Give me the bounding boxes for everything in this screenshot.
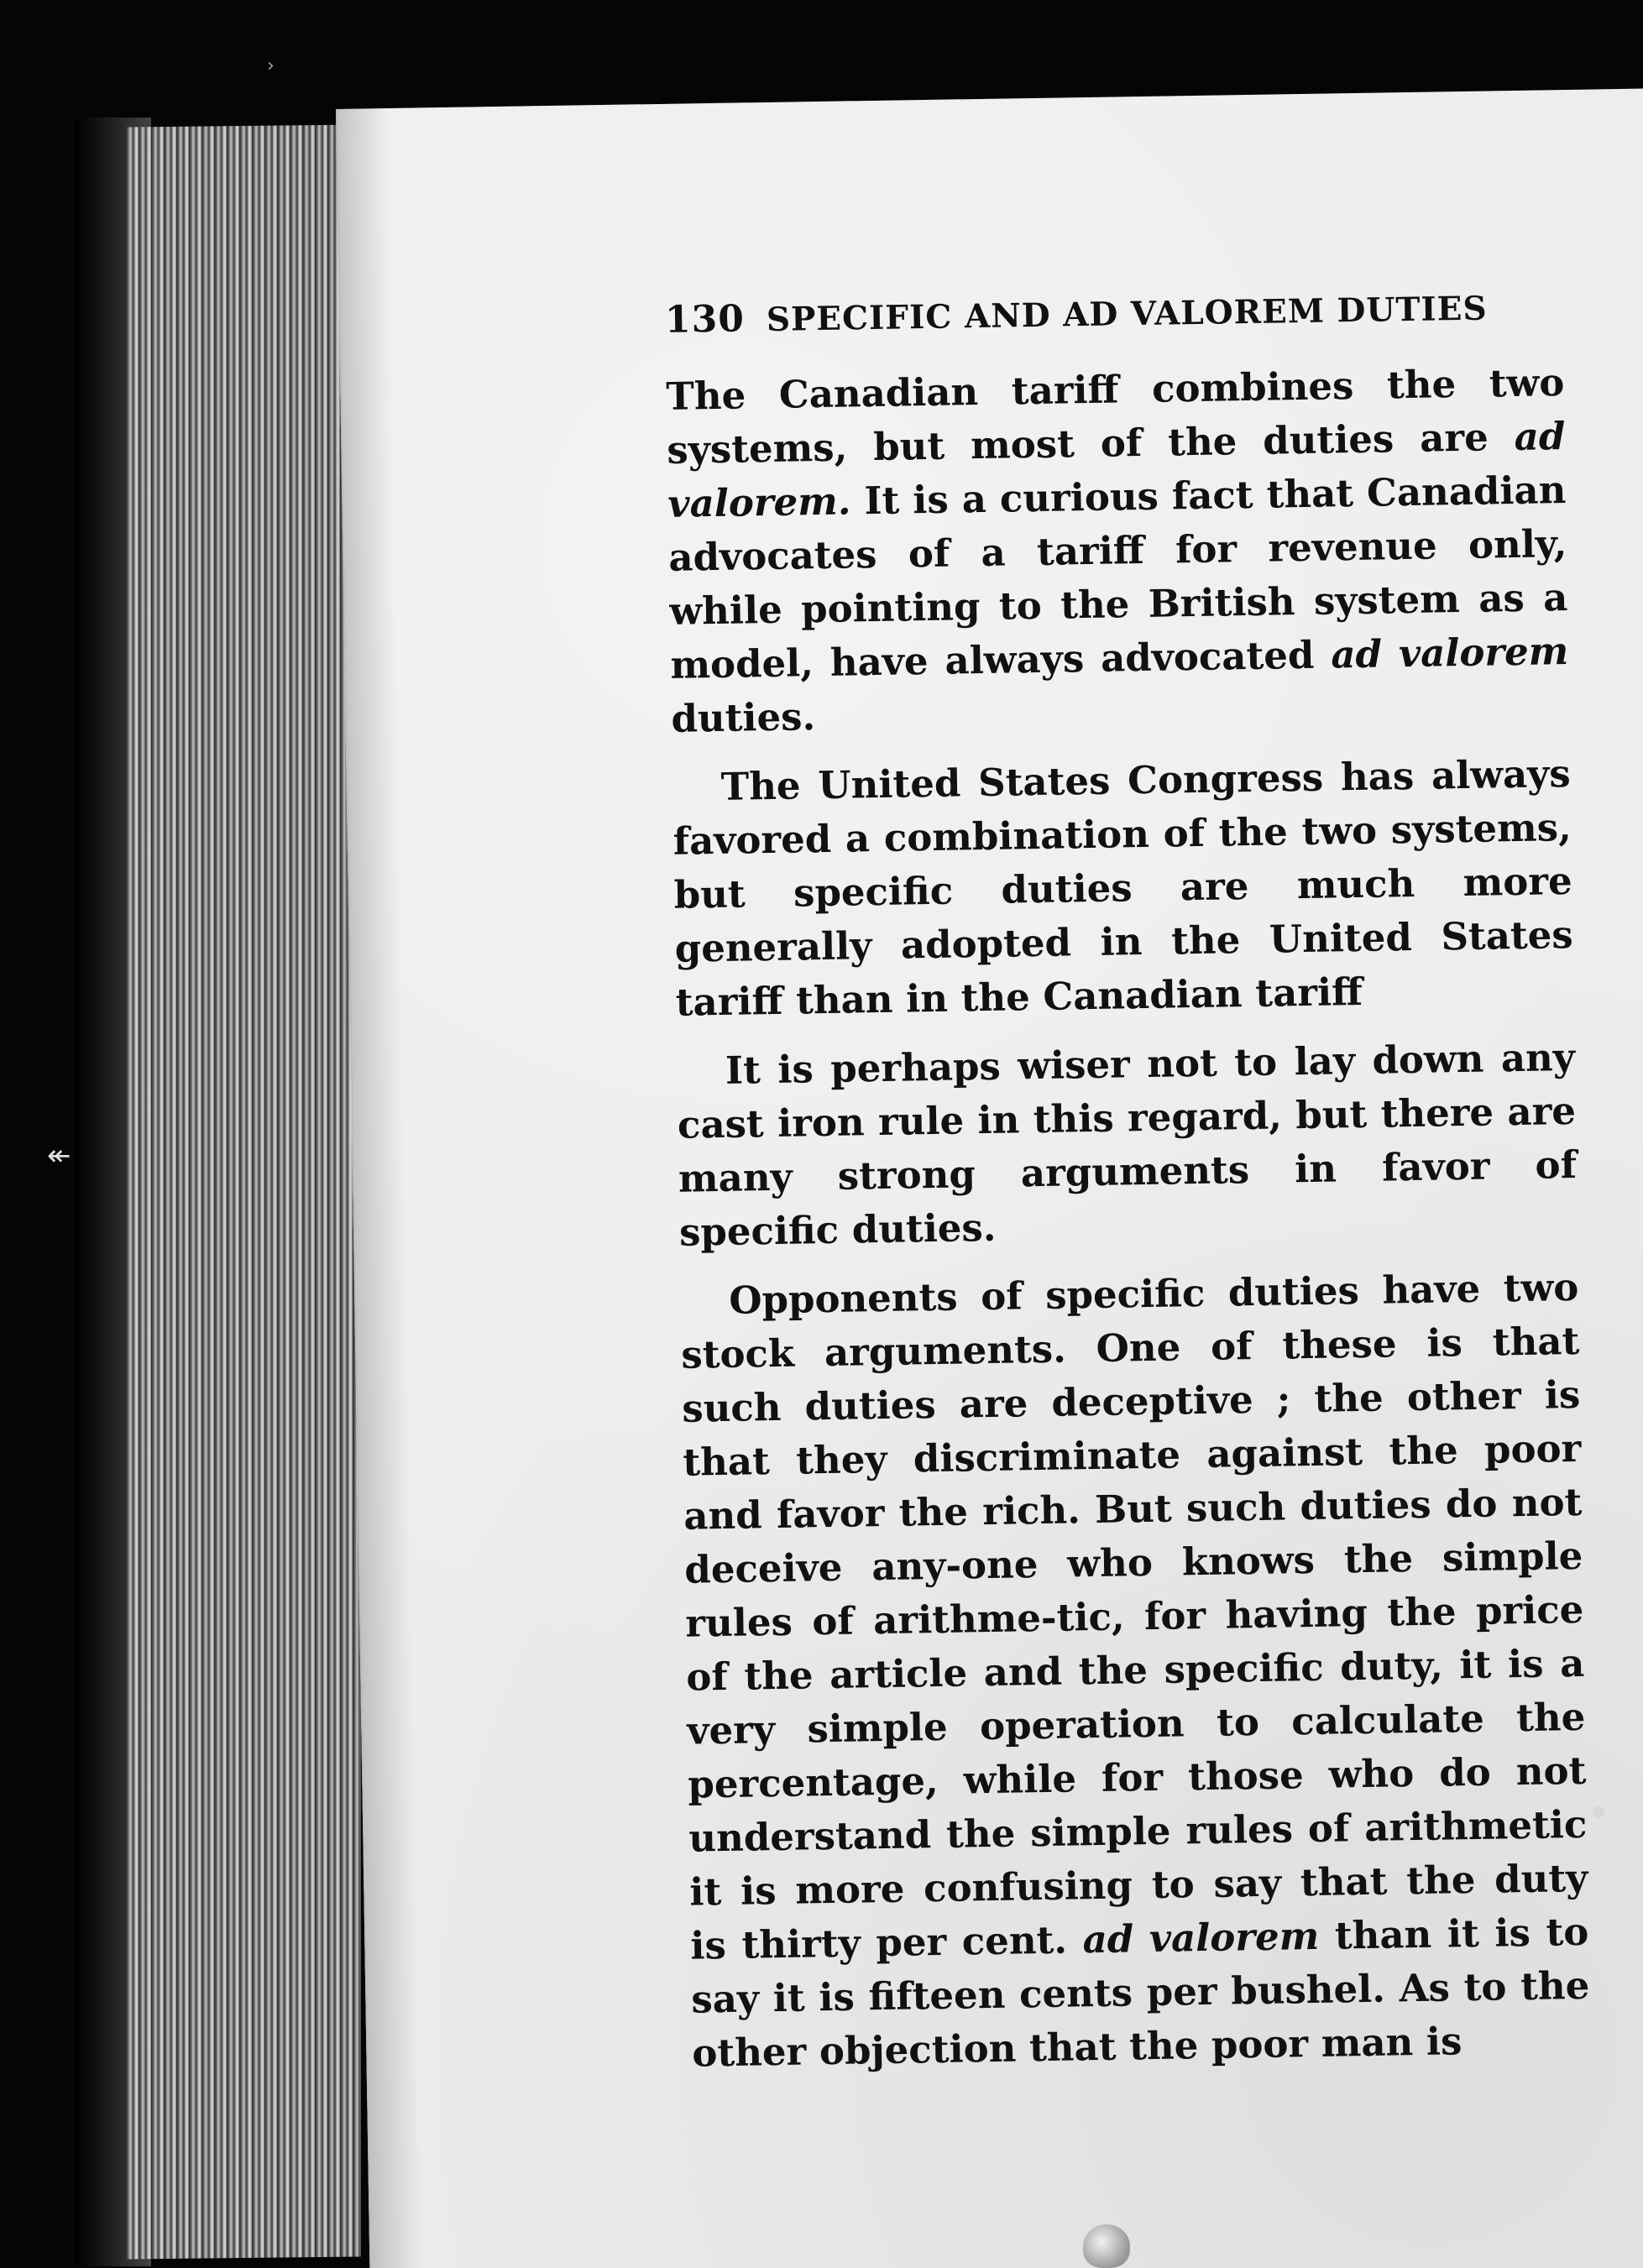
margin-dot [1593,1806,1604,1818]
paragraph [680,1261,1591,2081]
paragraph [672,747,1574,1030]
text-block [665,285,1591,2096]
page-number: 130 [664,297,746,342]
paragraph-text: The United States Congress has always favored a combination of the two systems, but specific duties are much more generally adopted in the United States tariff than in the Canadian tariff [672,751,1574,1025]
margin-arrow-icon: ↞ [47,1139,71,1173]
paragraph [677,1031,1578,1260]
paragraph-text: The Canadian tariff combines the two systems, but most of the duties are [666,360,1565,473]
paragraph-text: duties. [671,694,816,741]
running-head-title: SPECIFIC AND AD VALOREM DUTIES [766,289,1488,339]
paragraph-text: It is perhaps wiser not to lay down any cast iron rule in this regard, but there are many strong arguments in favor of specific duties. [677,1034,1578,1255]
scan-artifact-mark: › [267,55,275,76]
page-edges [126,125,361,2260]
book-page [336,88,1643,2268]
paragraph-italic-text: ad valorem. [667,414,1566,526]
paragraph-text: It is a curious fact that Canadian advocates of a tariff for revenue only, while pointing to the British system as a model, have always advocated [668,468,1568,687]
scan-artifact-blot [1083,2224,1130,2268]
paragraph-italic-text: ad valorem [1330,629,1569,677]
paragraph-text: Opponents of specific duties have two stock arguments. One of these is that such duties are deceptive ; the other is that they discriminate against the poor and favor the rich. But such duties do not deceive any-one who knows the simple rules of arithme-tic, for having the price of the article and the specific duty, it is a very simple operation to calculate the percentage, while for those who do not understand the simple rules of arithmetic it is more confusing to say that the duty is thirty per cent. [680,1264,1588,1968]
running-head [665,285,1564,342]
paragraph-italic-text: ad valorem [1082,1913,1320,1962]
paragraph [666,356,1570,746]
paragraph-text: than it is to say it is fifteen cents per bushel. As to the other objection that the poor man is [691,1909,1590,2076]
